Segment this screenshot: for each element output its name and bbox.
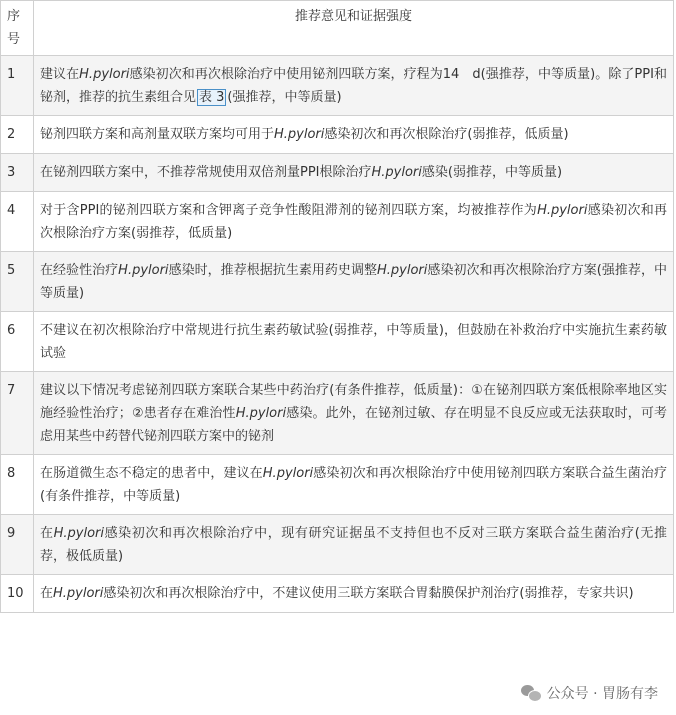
table-row [1, 252, 674, 312]
row-number: 4 [1, 192, 34, 252]
pathogen-name: H.pylori [371, 165, 422, 180]
pathogen-name: H.pylori [262, 466, 314, 481]
recommendation-text [34, 575, 674, 613]
pathogen-name: H.pylori [274, 127, 325, 142]
text-segment: 感染时，推荐根据抗生素用药史调整 [168, 263, 378, 278]
table-row [1, 455, 674, 515]
text-segment: 建议在 [40, 67, 80, 82]
wechat-icon [521, 685, 541, 701]
header-recommendation: 推荐意见和证据强度 [34, 1, 674, 56]
watermark-text: 公众号 · 胃肠有李 [546, 686, 658, 702]
row-number: 8 [1, 455, 34, 515]
pathogen-name: H.pylori [53, 526, 104, 541]
pathogen-name: H.pylori [537, 203, 588, 218]
text-segment: 感染初次和再次根除治疗中，现有研究证据虽不支持但也不反对三联方案联合益生菌治疗(无推荐，极低质量) [40, 526, 667, 564]
text-segment: 对于含PPI的铋剂四联方案和含钾离子竞争性酸阻滞剂的铋剂四联方案，均被推荐作为 [40, 203, 538, 218]
text-segment: 在肠道微生态不稳定的患者中，建议在 [40, 466, 263, 481]
recommendation-text [34, 252, 674, 312]
recommendation-text [34, 312, 674, 372]
pathogen-name: H.pylori [79, 67, 130, 82]
text-segment: (强推荐，中等质量) [227, 90, 342, 105]
text-segment: 感染初次和再次根除治疗中使用铋剂四联方案联合益生菌治疗(有条件推荐，中等质量) [40, 466, 667, 504]
row-number: 7 [1, 372, 34, 455]
row-number: 3 [1, 154, 34, 192]
table-row [1, 372, 674, 455]
text-segment: 不建议在初次根除治疗中常规进行抗生素药敏试验(弱推荐，中等质量)，但鼓励在补救治疗中实施抗生素药敏试验 [40, 323, 667, 361]
row-number: 9 [1, 515, 34, 575]
recommendation-text [34, 455, 674, 515]
row-number: 5 [1, 252, 34, 312]
table-reference-link[interactable]: 表 3 [199, 90, 225, 105]
text-segment: 建议以下情况考虑铋剂四联方案联合某些中药治疗(有条件推荐，低质量)：①在铋剂四联方案低根除率地区实施经验性治疗；②患者存在难治性 [40, 383, 667, 421]
recommendation-text [34, 116, 674, 154]
table-row [1, 312, 674, 372]
table-row [1, 515, 674, 575]
pathogen-name: H.pylori [235, 406, 287, 421]
text-segment: 感染初次和再次根除治疗中使用铋剂四联方案，疗程为14 d(强推荐，中等质量)。除了PPI和铋剂，推荐的抗生素组合见 [40, 67, 667, 105]
recommendation-text [34, 515, 674, 575]
header-number: 序号 [1, 1, 34, 56]
recommendation-text [34, 192, 674, 252]
recommendation-text [34, 154, 674, 192]
text-segment: 铋剂四联方案和高剂量双联方案均可用于 [40, 127, 275, 142]
text-segment: 在经验性治疗 [40, 263, 119, 278]
pathogen-name: H.pylori [53, 586, 104, 601]
text-segment: 感染。此外，在铋剂过敏、存在明显不良反应或无法获取时，可考虑用某些中药替代铋剂四联方案中的铋剂 [40, 406, 667, 444]
text-segment: 感染初次和再次根除治疗方案(弱推荐，低质量) [40, 203, 667, 241]
pathogen-name: H.pylori [118, 263, 169, 278]
watermark [517, 681, 662, 705]
pathogen-name: H.pylori [377, 263, 428, 278]
text-segment: 在铋剂四联方案中，不推荐常规使用双倍剂量PPI根除治疗 [40, 165, 372, 180]
recommendation-text [34, 372, 674, 455]
table-row [1, 116, 674, 154]
table-row [1, 575, 674, 613]
row-number: 6 [1, 312, 34, 372]
text-segment: 感染初次和再次根除治疗(弱推荐，低质量) [324, 127, 569, 142]
table-row [1, 56, 674, 116]
row-number: 10 [1, 575, 34, 613]
table-row [1, 154, 674, 192]
text-segment: 在 [40, 586, 54, 601]
text-segment: 在 [40, 526, 54, 541]
text-segment: 感染(弱推荐，中等质量) [421, 165, 563, 180]
table-header-row [1, 1, 674, 56]
row-number: 2 [1, 116, 34, 154]
text-segment: 感染初次和再次根除治疗方案(强推荐，中等质量) [40, 263, 667, 301]
text-segment: 感染初次和再次根除治疗中，不建议使用三联方案联合胃黏膜保护剂治疗(弱推荐，专家共识) [103, 586, 634, 601]
table-row [1, 192, 674, 252]
row-number: 1 [1, 56, 34, 116]
recommendation-text [34, 56, 674, 116]
